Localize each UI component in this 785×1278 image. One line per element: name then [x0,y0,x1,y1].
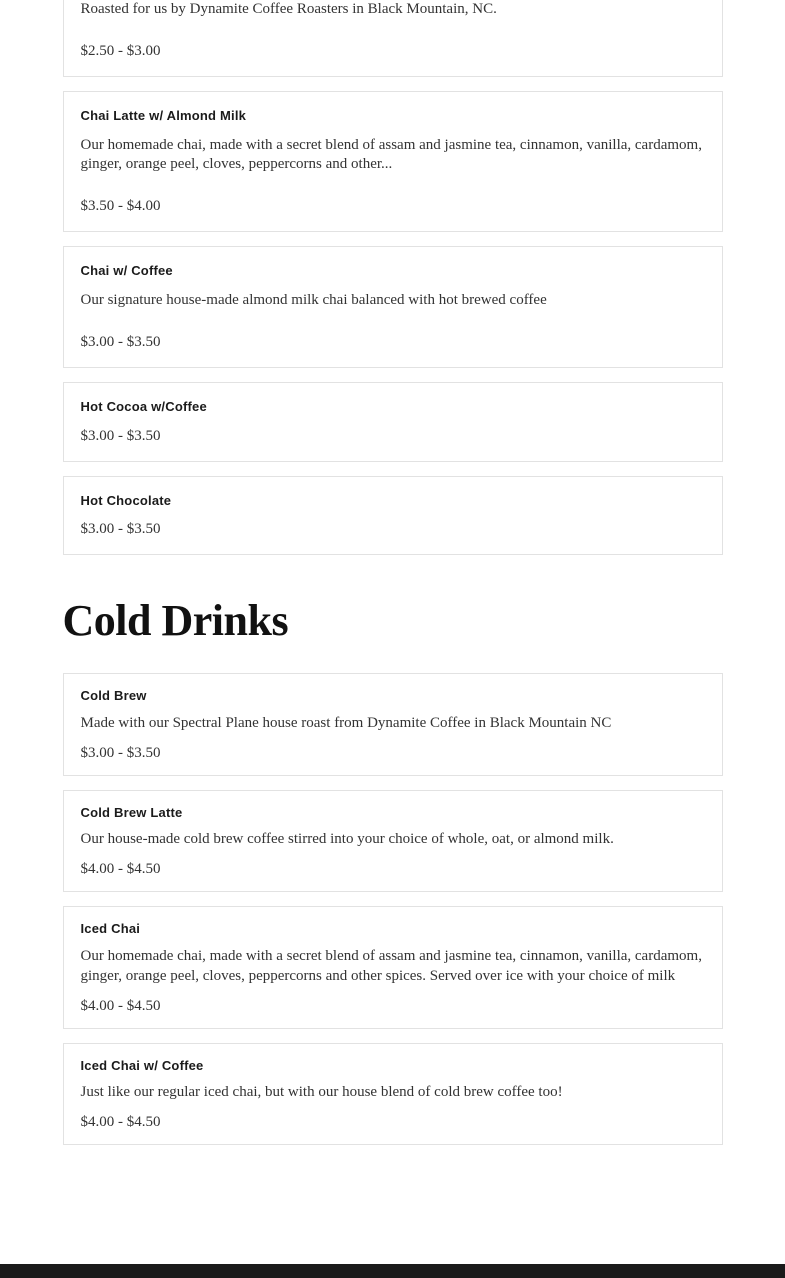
menu-item-description: Our signature house-made almond milk chai balanced with hot brewed coffee [80,292,547,308]
menu-item-description: Our homemade chai, made with a secret blend of assam and jasmine tea, cinnamon, vanilla, cardamom, ginger, orange peel, cloves, peppercorns and other... [80,136,702,173]
menu-section-cold-drinks [62,596,723,1145]
menu-item-card [63,790,723,893]
menu-item-description: Roasted for us by Dynamite Coffee Roasters in Black Mountain, NC. [80,1,497,17]
menu-item-price: $3.00 - $3.50 [80,427,161,444]
menu-item-card [63,476,723,556]
menu-item-price: $4.00 - $4.50 [80,861,161,878]
menu-item-price: $3.00 - $3.50 [80,333,161,350]
menu-item-name: Iced Chai [80,921,141,937]
menu-item-name: Iced Chai w/ Coffee [80,1057,204,1073]
menu-item-card [63,906,723,1028]
footer-bar [0,1264,785,1278]
menu-item-price: $4.00 - $4.50 [80,1114,161,1131]
menu-item-card [63,382,723,462]
menu-item-name: Chai Latte w/ Almond Milk [80,107,247,123]
menu-item-name: Hot Chocolate [80,492,172,508]
menu-item-card [63,246,723,368]
menu-item-description: Made with our Spectral Plane house roast from Dynamite Coffee in Black Mountain NC [80,714,612,731]
menu-item-name: Cold Brew Latte [80,804,183,820]
menu-item-card [63,0,723,77]
menu-item-name: Hot Cocoa w/Coffee [80,398,207,414]
menu-item-description: Our house-made cold brew coffee stirred into your choice of whole, oat, or almond milk. [80,831,614,848]
menu-item-price: $3.00 - $3.50 [80,521,161,538]
section-heading: Cold Drinks [62,596,289,646]
menu-item-card [63,91,723,232]
menu-content [63,0,723,1219]
menu-item-price: $3.50 - $4.00 [80,198,161,215]
menu-item-description: Our homemade chai, made with a secret blend of assam and jasmine tea, cinnamon, vanilla, cardamom, ginger, orange peel, cloves, peppercorns and other spices. Served over ice with your choice of milk [80,947,702,984]
menu-item-card [63,673,723,776]
menu-item-card [63,1043,723,1146]
bottom-spacer [63,1159,723,1219]
menu-item-price: $3.00 - $3.50 [80,744,161,761]
menu-item-price: $2.50 - $3.00 [80,42,161,59]
menu-item-description: Just like our regular iced chai, but with our house blend of cold brew coffee too! [80,1084,563,1101]
menu-item-price: $4.00 - $4.50 [80,997,161,1014]
menu-item-name: Cold Brew [80,688,147,704]
menu-item-name: Chai w/ Coffee [80,263,173,279]
menu-section-hot-drinks [63,0,723,555]
